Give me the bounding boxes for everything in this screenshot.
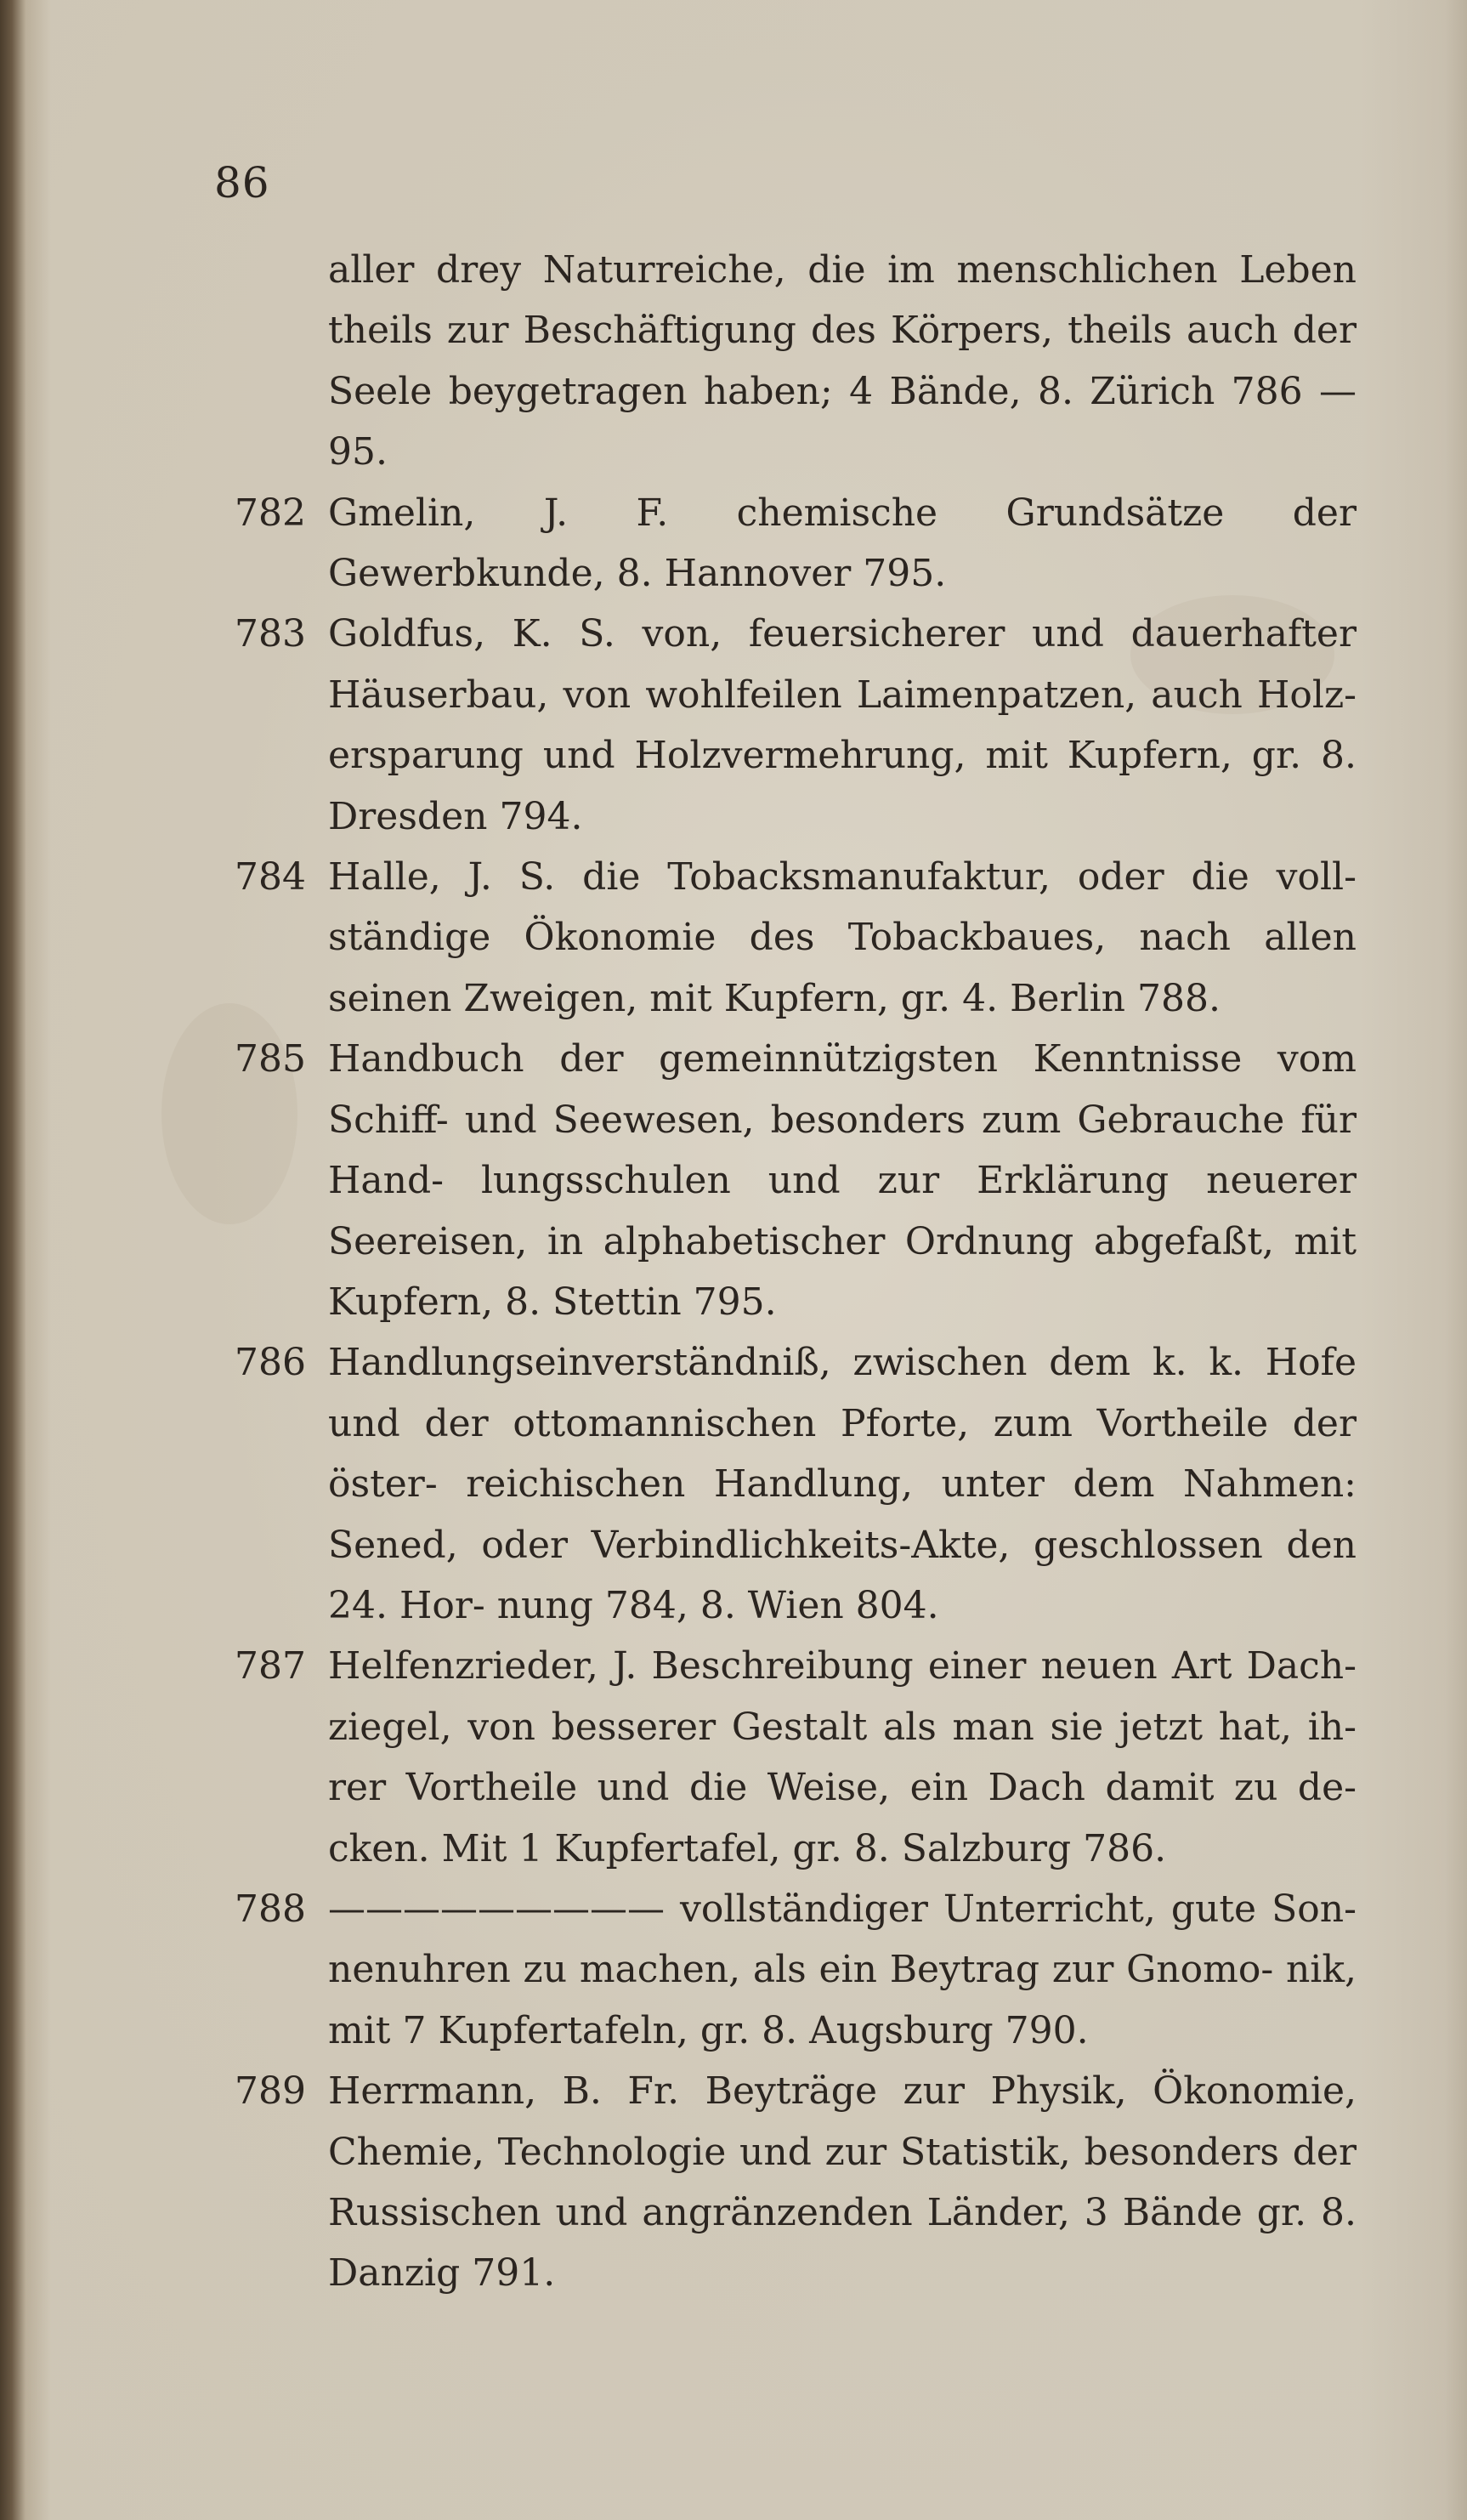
entry-text: Herrmann, B. Fr. Beyträge zur Physik, Ökonomie, Chemie, Technologie und zur Statistik, besonders der Russischen und angränzenden Länder, 3 Bände gr. 8. Danzig 791. bbox=[328, 2069, 1357, 2296]
entry-text: aller drey Naturreiche, die im menschlichen Leben theils zur Beschäftigung des Körpers, theils auch der Seele beygetragen haben; 4 Bände, 8. Zürich 786 — 95. bbox=[328, 248, 1357, 474]
entry-number: 786 bbox=[235, 1341, 306, 1385]
entry-number: 783 bbox=[235, 612, 306, 656]
entry-number: 784 bbox=[235, 855, 306, 900]
catalog-entry bbox=[235, 1332, 1357, 1636]
page-surface bbox=[25, 0, 1467, 2520]
entry-number: 788 bbox=[235, 1887, 306, 1931]
entry-number: 782 bbox=[235, 491, 306, 535]
catalog-entry bbox=[235, 240, 1357, 483]
entry-text: Helfenzrieder, J. Beschreibung einer neuen Art Dach- ziegel, von besserer Gestalt als man sie jetzt hat, ih- rer Vortheile und die Weise, ein Dach damit zu de- cken. Mit 1 Kupfertafel, gr. 8. Salzburg 786. bbox=[328, 1644, 1357, 1870]
catalog-entry bbox=[235, 604, 1357, 847]
catalog-entry bbox=[235, 483, 1357, 604]
entry-number: 785 bbox=[235, 1037, 306, 1081]
entry-text: Handbuch der gemeinnützigsten Kenntnisse vom Schiff- und Seewesen, besonders zum Gebrauche für Hand- lungsschulen und zur Erklärung neuerer Seereisen, in alphabetischer Ordnung abgefaßt, mit Kupfern, 8. Stettin 795. bbox=[328, 1037, 1357, 1324]
entry-text: ————————— vollständiger Unterricht, gute Son- nenuhren zu machen, als ein Beytrag zur Gnomo- nik, mit 7 Kupfertafeln, gr. 8. Augsburg 790. bbox=[328, 1887, 1357, 2052]
page-number: 86 bbox=[214, 158, 270, 207]
entry-text: Handlungseinverständniß, zwischen dem k. k. Hofe und der ottomannischen Pforte, zum Vortheile der öster- reichischen Handlung, unter dem Nahmen: Sened, oder Verbindlichkeits-Akte, geschlossen den 24. Hor- nung 784, 8. Wien 804. bbox=[328, 1341, 1357, 1627]
entry-text: Gmelin, J. F. chemische Grundsätze der Gewerbkunde, 8. Hannover 795. bbox=[328, 491, 1357, 596]
entry-text: Goldfus, K. S. von, feuersicherer und dauerhafter Häuserbau, von wohlfeilen Laimenpatzen, auch Holz- ersparung und Holzvermehrung, mit Kupfern, gr. 8. Dresden 794. bbox=[328, 612, 1357, 838]
catalog-entry bbox=[235, 1879, 1357, 2061]
catalog-entry bbox=[235, 1029, 1357, 1332]
entry-number: 789 bbox=[235, 2069, 306, 2114]
entry-number: 787 bbox=[235, 1644, 306, 1689]
catalog-entry bbox=[235, 847, 1357, 1029]
catalog-entry bbox=[235, 1636, 1357, 1879]
entry-text: Halle, J. S. die Tobacksmanufaktur, oder die voll- ständige Ökonomie des Tobackbaues, nach allen seinen Zweigen, mit Kupfern, gr. 4. Berlin 788. bbox=[328, 855, 1357, 1020]
catalog-entries bbox=[235, 240, 1357, 2304]
catalog-entry bbox=[235, 2061, 1357, 2304]
